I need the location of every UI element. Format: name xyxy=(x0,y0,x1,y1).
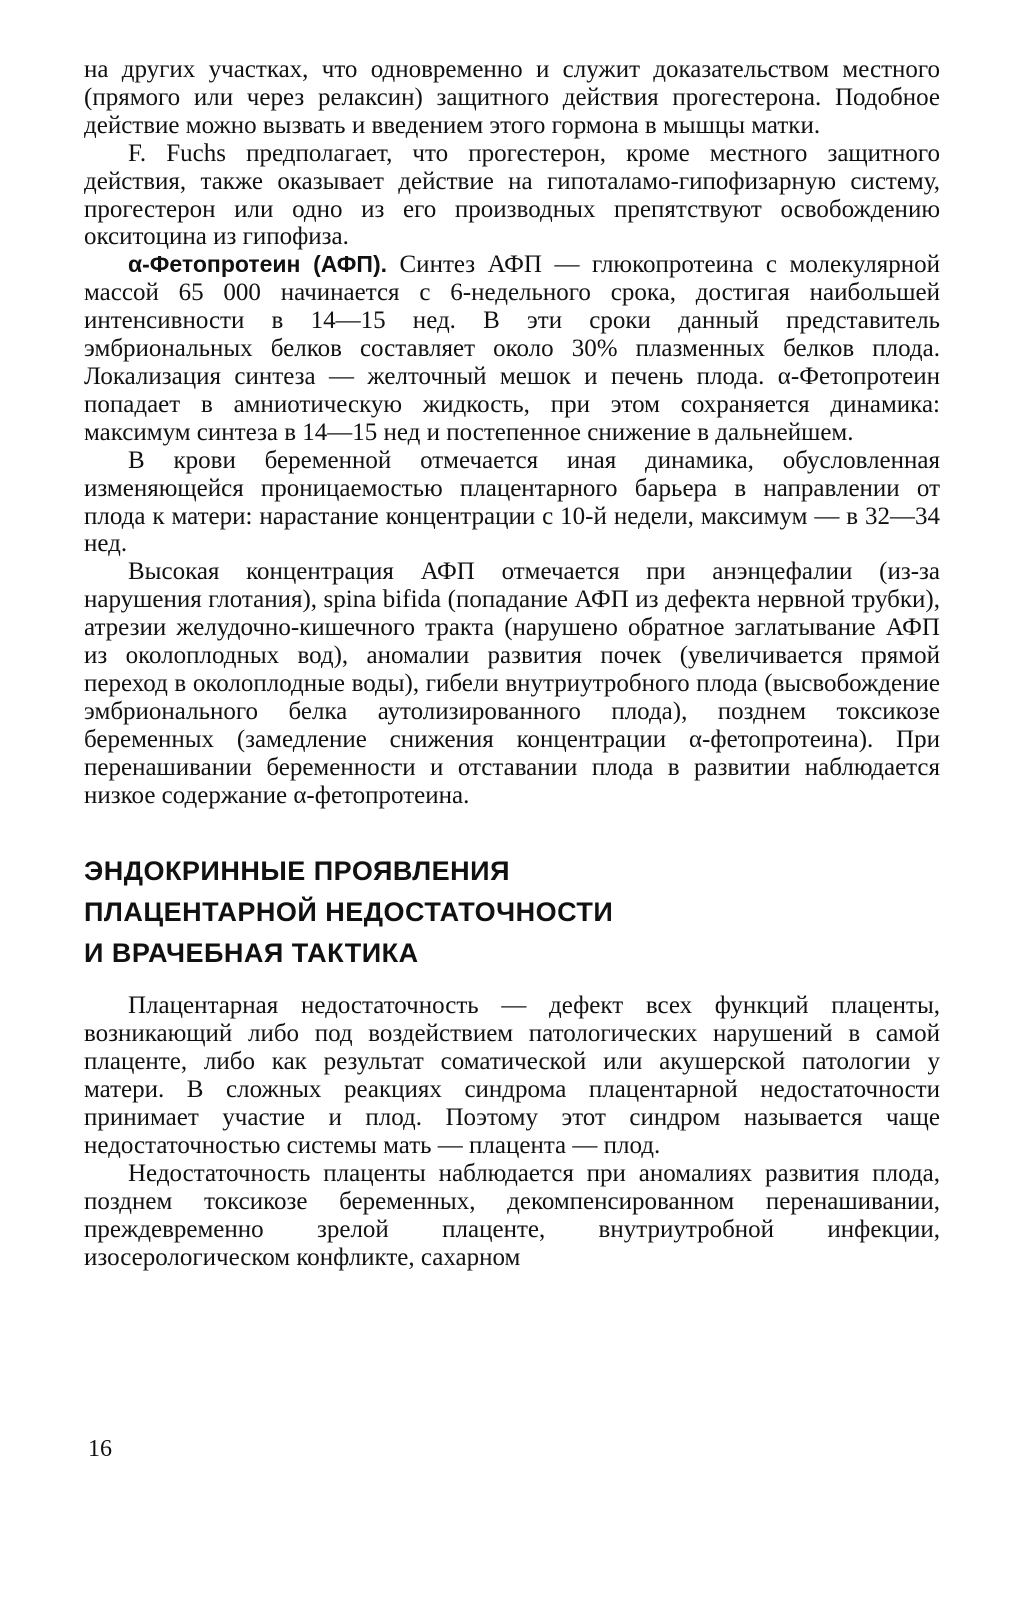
paragraph-5 xyxy=(84,558,940,809)
paragraph-7 xyxy=(84,1160,940,1272)
paragraph-7-text: Недостаточность плаценты наблюдается при аномалиях развития плода, позднем токсикозе беременных, декомпенсированном перенашивании, преждевременно зрелой плаценте, внутриутробной инфекции, изосерологическом конфликте, сахарном xyxy=(84,1159,940,1271)
paragraph-afp xyxy=(84,251,940,446)
paragraph-1 xyxy=(84,56,940,140)
section-heading-line-2: ПЛАЦЕНТАРНОЙ НЕДОСТАТОЧНОСТИ xyxy=(84,897,614,928)
page-number: 16 xyxy=(88,1436,112,1462)
section-heading-line-3: И ВРАЧЕБНАЯ ТАКТИКА xyxy=(84,938,419,969)
paragraph-afp-lead: α-Фетопротеин (АФП). xyxy=(128,251,387,278)
section-heading-line-1: ЭНДОКРИННЫЕ ПРОЯВЛЕНИЯ xyxy=(84,856,510,887)
paragraph-2-text: F. Fuchs предполагает, что прогестерон, кроме местного защитного действия, также оказывает действие на гипоталамо-гипофизарную систему, прогестерон или одно из его производных препятствуют освобождению окситоцина из гипофиза. xyxy=(84,139,940,251)
paragraph-5-text: Высокая концентрация АФП отмечается при анэнцефалии (из-за нарушения глотания), spina bifida (попадание АФП из дефекта нервной трубки), атрезии желудочно-кишечного тракта (нарушено обратное заглатывание АФП из околоплодных вод), аномалии развития почек (увеличивается прямой переход в околоплодные воды), гибели внутриутробного плода (высвобождение эмбрионального белка аутолизированного плода), позднем токсикозе беременных (замедление снижения концентрации α-фетопротеина). При перенашивании беременности и отставании плода в развитии наблюдается низкое содержание α-фетопротеина. xyxy=(84,558,940,809)
paragraph-2 xyxy=(84,140,940,252)
paragraph-6-text: Плацентарная недостаточность — дефект всех функций плаценты, возникающий либо под воздействием патологических нарушений в самой плаценте, либо как результат соматической или акушерской патологии у матери. В сложных реакциях синдрома плацентарной недостаточности принимает участие и плод. Поэтому этот синдром называется чаще недостаточностью системы мать — плацента — плод. xyxy=(84,992,940,1159)
paragraph-4-text: В крови беременной отмечается иная динамика, обусловленная изменяющейся проницаемостью плацентарного барьера в направлении от плода к матери: нарастание концентрации с 10-й недели, максимум — в 32—34 нед. xyxy=(84,446,940,558)
book-page xyxy=(84,56,940,1556)
paragraph-6 xyxy=(84,992,940,1159)
section-heading xyxy=(84,851,940,974)
paragraph-4 xyxy=(84,447,940,559)
paragraph-afp-text: Синтез АФП — глюкопротеина с молекулярной массой 65 000 начинается с 6-недельного срока, достигая наибольшей интенсивности в 14—15 нед. В эти сроки данный представитель эмбриональных белков составляет около 30% плазменных белков плода. Локализация синтеза — желточный мешок и печень плода. α-Фетопротеин попадает в амниотическую жидкость, при этом сохраняется динамика: максимум синтеза в 14—15 нед и постепенное снижение в дальнейшем. xyxy=(84,251,940,446)
paragraph-1-text: на других участках, что одновременно и служит доказательством местного (прямого или через релаксин) защитного действия прогестерона. Подобное действие можно вызвать и введением этого гормона в мышцы матки. xyxy=(84,56,940,139)
